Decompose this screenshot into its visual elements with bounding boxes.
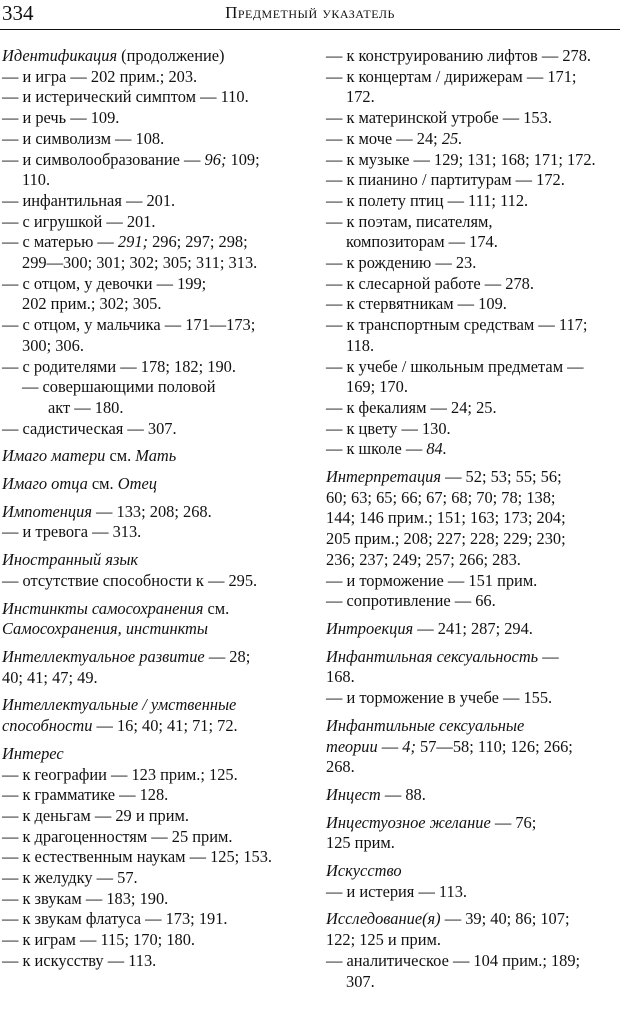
index-entry: — к грамматике — 128.	[2, 785, 169, 805]
entry-text: — к моче — 24;	[326, 128, 442, 148]
entry-term: Интеллектуальные / умственные	[2, 695, 237, 715]
index-heading	[2, 446, 302, 467]
entry-term: Интеллектуальное развитие	[2, 646, 205, 666]
index-heading	[2, 599, 302, 620]
index-entry: — с отцом, у мальчика — 171—173;	[2, 315, 256, 335]
entry-pages: 296; 297; 298;	[147, 232, 248, 252]
entry-pages: — 16; 40; 41; 71; 72.	[92, 716, 238, 736]
entry-term: Идентификация	[2, 46, 118, 65]
index-entry: — к фекалиям — 24; 25.	[326, 397, 497, 417]
index-entry	[326, 129, 618, 150]
entry-pages: — 241; 287; 294.	[413, 618, 533, 638]
index-entry: — к географии — 123 прим.; 125.	[2, 764, 238, 784]
index-heading	[326, 716, 618, 737]
index-entry: — к конструированию лифтов — 278.	[326, 46, 592, 65]
entry-term: способности	[2, 716, 93, 736]
index-entry: 300; 306.	[22, 335, 84, 355]
entry-term: Имаго матери	[2, 446, 106, 466]
index-entry: 299—300; 301; 302; 305; 311; 313.	[22, 253, 258, 273]
index-entry: — сопротивление — 66.	[326, 591, 496, 611]
entry-pages: — 133; 208; 268.	[91, 501, 212, 521]
index-entry: — и истерия — 113.	[326, 881, 468, 901]
index-entry: — к желудку — 57.	[2, 868, 138, 888]
entry-term: теории	[326, 736, 378, 756]
index-heading	[326, 909, 618, 930]
entry-pages: —	[377, 736, 403, 756]
entry-term: Интерес	[2, 743, 64, 763]
index-entry: — и истерический симптом — 110.	[2, 87, 249, 107]
index-entry: — к пианино / партитурам — 172.	[326, 170, 565, 190]
index-entry: — к стервятникам — 109.	[326, 294, 507, 314]
index-entry: — аналитическое — 104 прим.; 189;	[326, 950, 581, 970]
entry-term: Мать	[135, 446, 177, 466]
entry-pages: — 39; 40; 86; 107;	[440, 909, 570, 929]
index-entry: — и торможение — 151 прим.	[326, 570, 538, 590]
index-heading	[2, 474, 302, 495]
index-heading	[2, 46, 302, 67]
index-entry: — к звукам флатуса — 173; 191.	[2, 909, 228, 929]
index-entry: акт — 180.	[48, 397, 124, 417]
index-entry: — к играм — 115; 170; 180.	[2, 930, 196, 950]
index-entry: — к музыке — 129; 131; 168; 171; 172.	[326, 149, 596, 169]
index-entry: — к поэтам, писателям,	[326, 211, 493, 231]
entry-term: Инцест	[326, 784, 381, 804]
index-entry: 110.	[22, 170, 51, 190]
index-column-right	[326, 46, 618, 992]
entry-term: Инфантильная сексуальность	[326, 646, 539, 666]
entry-text: — с матерью —	[2, 232, 118, 252]
index-heading	[326, 467, 618, 488]
index-entry: 307.	[346, 971, 375, 991]
entry-text: — и символообразование —	[2, 149, 205, 169]
index-entry: 172.	[346, 87, 375, 107]
entry-term: 25.	[441, 128, 463, 148]
entry-term: Отец	[117, 474, 157, 494]
entry-term: 291;	[117, 232, 148, 252]
index-entry: — к драгоценностям — 25 прим.	[2, 826, 233, 846]
index-entry: — отсутствие способности к — 295.	[2, 570, 258, 590]
index-column-left	[2, 46, 302, 972]
index-entry: — к цвету — 130.	[326, 418, 451, 438]
index-entry	[2, 232, 302, 253]
index-entry: 144; 146 прим.; 151; 163; 173; 204;	[326, 508, 566, 528]
entry-pages: —	[538, 646, 559, 666]
index-heading	[326, 619, 618, 640]
index-entry: 205 прим.; 208; 227; 228; 229; 230;	[326, 529, 566, 549]
index-entry: — к материнской утробе — 153.	[326, 108, 552, 128]
page-header	[0, 0, 620, 36]
index-entry: 202 прим.; 302; 305.	[22, 294, 162, 314]
index-entry: — к концертам / дирижерам — 171;	[326, 66, 577, 86]
entry-term: Интроекция	[326, 618, 414, 638]
index-entry: — к слесарной работе — 278.	[326, 273, 534, 293]
entry-pages: 109;	[226, 149, 260, 169]
index-entry	[2, 619, 302, 640]
index-entry: — к учебе / школьным предметам —	[326, 356, 584, 376]
index-heading	[326, 861, 618, 882]
index-entry: — к звукам — 183; 190.	[2, 888, 169, 908]
index-entry: — с отцом, у девочки — 199;	[2, 273, 207, 293]
index-entry: 122; 125 и прим.	[326, 930, 441, 950]
running-title: Предметный указатель	[225, 3, 395, 22]
index-entry: 169; 170.	[346, 377, 408, 397]
index-entry: — к естественным наукам — 125; 153.	[2, 847, 273, 867]
index-entry: — и торможение в учебе — 155.	[326, 688, 553, 708]
header-rule	[0, 29, 620, 30]
entry-term: Самосохранения, инстинкты	[2, 619, 208, 639]
index-heading	[2, 647, 302, 668]
index-entry: — с игрушкой — 201.	[2, 211, 156, 231]
index-heading	[2, 550, 302, 571]
index-entry: 118.	[346, 335, 375, 355]
index-entry	[2, 150, 302, 171]
entry-pages: — 76;	[490, 812, 537, 832]
entry-term: Интерпретация	[326, 467, 441, 487]
index-entry: 125 прим.	[326, 833, 395, 853]
index-entry: — к рождению — 23.	[326, 253, 477, 273]
index-entry: композиторам — 174.	[346, 232, 498, 252]
index-heading	[2, 695, 302, 716]
index-entry: 60; 63; 65; 66; 67; 68; 70; 78; 138;	[326, 487, 556, 507]
entry-term: Исследование(я)	[326, 909, 441, 929]
entry-pages: (продолжение)	[117, 46, 225, 65]
entry-term: Инфантильные сексуальные	[326, 715, 525, 735]
entry-term: Иностранный язык	[2, 550, 139, 570]
entry-pages: см.	[87, 474, 118, 494]
index-entry: — к деньгам — 29 и прим.	[2, 805, 189, 825]
entry-term: 96;	[204, 149, 227, 169]
index-entry: — и тревога — 313.	[2, 522, 142, 542]
entry-term: Импотенция	[2, 501, 92, 521]
index-entry	[326, 737, 618, 758]
entry-pages: — 28;	[204, 646, 251, 666]
entry-pages: см.	[203, 598, 230, 618]
index-entry: 168.	[326, 667, 355, 687]
page-number: 334	[2, 1, 34, 25]
index-entry: — и речь — 109.	[2, 108, 120, 128]
entry-text: — к школе —	[326, 439, 427, 459]
index-entry	[326, 439, 618, 460]
index-entry: — к полету птиц — 111; 112.	[326, 190, 529, 210]
index-heading	[326, 647, 618, 668]
index-entry	[2, 716, 302, 737]
index-heading	[326, 813, 618, 834]
entry-pages: — 88.	[380, 784, 426, 804]
index-entry: 236; 237; 249; 257; 266; 283.	[326, 549, 521, 569]
entry-term: Инстинкты самосохранения	[2, 598, 204, 618]
index-entry: — и игра — 202 прим.; 203.	[2, 66, 198, 86]
index-heading	[2, 744, 302, 765]
index-entry: — к транспортным средствам — 117;	[326, 315, 588, 335]
index-entry: 268.	[326, 757, 355, 777]
entry-term: 4;	[402, 736, 416, 756]
index-entry: — и символизм — 108.	[2, 128, 165, 148]
index-heading	[2, 502, 302, 523]
entry-pages: см.	[105, 446, 136, 466]
index-entry: — с родителями — 178; 182; 190.	[2, 356, 236, 376]
entry-pages: — 52; 53; 55; 56;	[440, 467, 562, 487]
entry-pages: 57—58; 110; 126; 266;	[415, 736, 573, 756]
index-heading	[326, 785, 618, 806]
index-entry: — к искусству — 113.	[2, 950, 157, 970]
entry-term: Имаго отца	[2, 474, 88, 494]
index-entry: — инфантильная — 201.	[2, 190, 176, 210]
entry-term: 84.	[426, 439, 447, 459]
index-entry: 40; 41; 47; 49.	[2, 667, 98, 687]
entry-term: Искусство	[326, 861, 402, 881]
index-entry: — садистическая — 307.	[2, 418, 177, 438]
index-entry: — совершающими половой	[22, 377, 216, 397]
entry-term: Инцестуозное желание	[326, 812, 491, 832]
